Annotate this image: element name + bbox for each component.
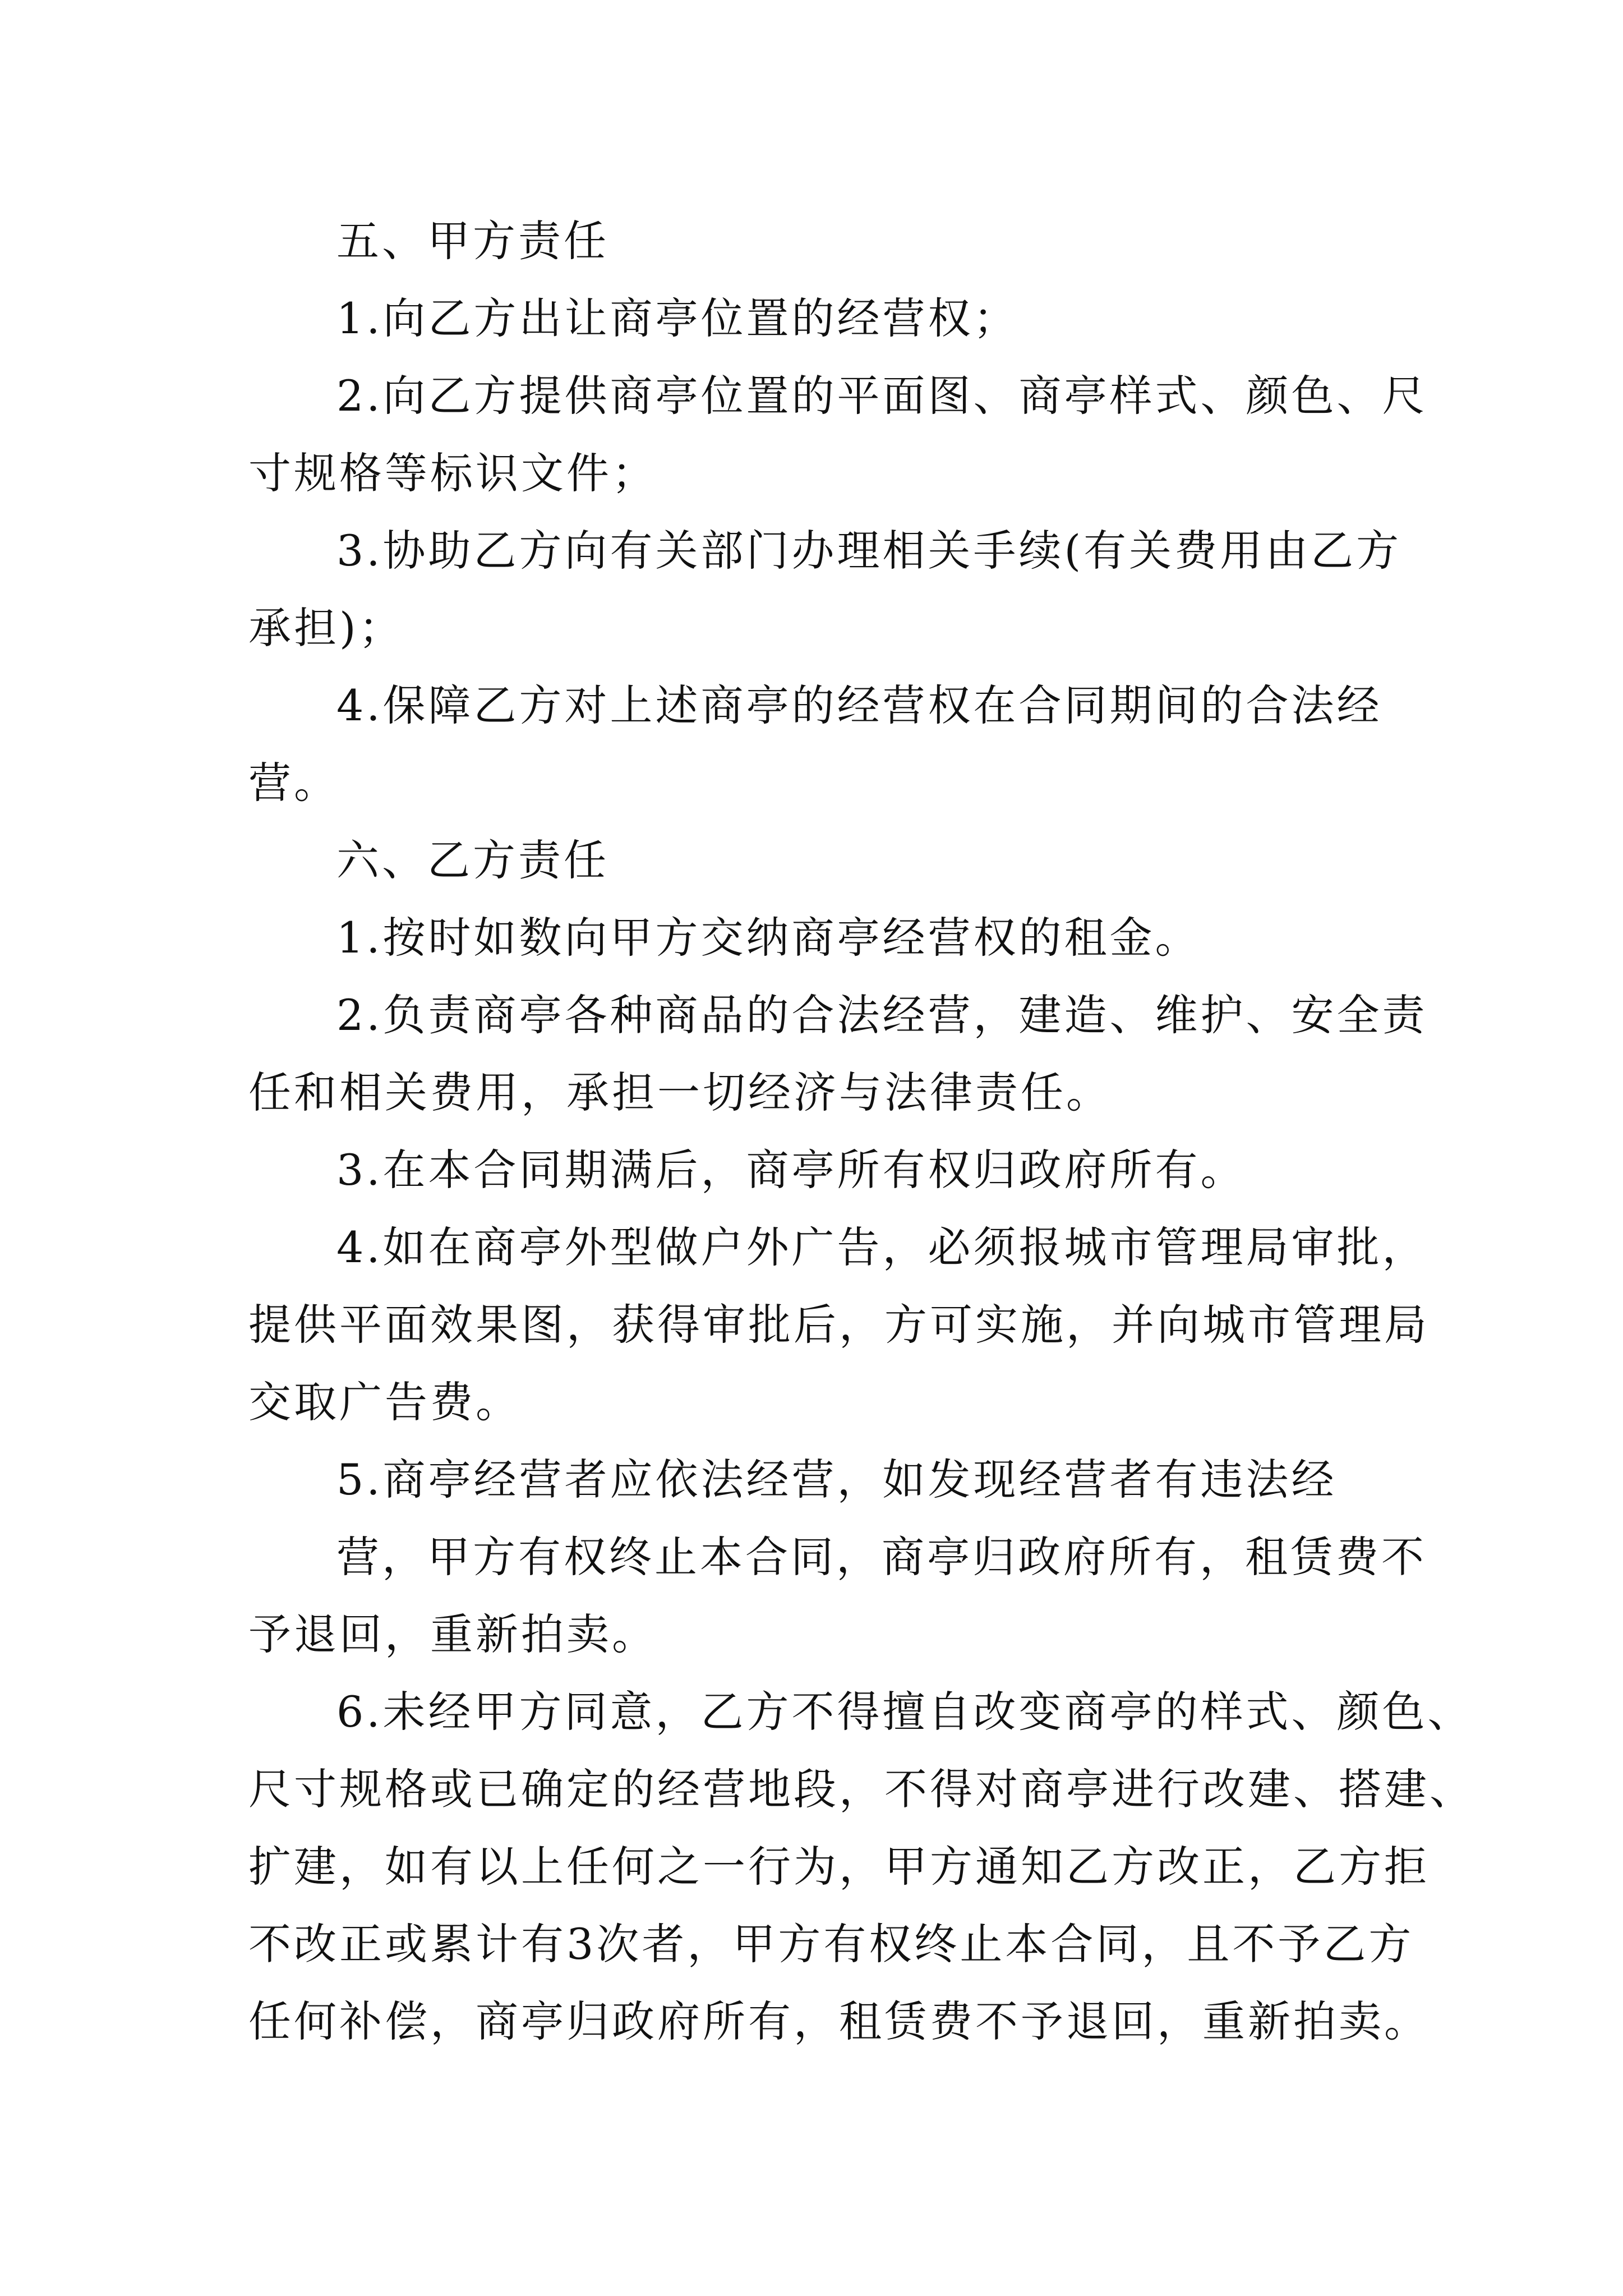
section-5-item-4-line-2: 营。 <box>248 758 339 808</box>
section-5-item-4-line-1: 4.保障乙方对上述商亭的经营权在合同期间的合法经 <box>336 680 1382 730</box>
section-5-item-1: 1.向乙方出让商亭位置的经营权； <box>336 293 1019 343</box>
section-5-item-2-line-2: 寸规格等标识文件； <box>248 448 657 498</box>
section-6-item-2-line-1: 2.负责商亭各种商品的合法经营，建造、维护、安全责 <box>336 990 1428 1040</box>
section-6-item-6-line-1: 6.未经甲方同意，乙方不得擅自改变商亭的样式、颜色、 <box>336 1687 1473 1737</box>
section-6-item-3: 3.在本合同期满后，商亭所有权归政府所有。 <box>336 1145 1246 1195</box>
section-5-heading: 五、甲方责任 <box>336 216 609 266</box>
section-6-item-6-line-4: 不改正或累计有3次者，甲方有权终止本合同，且不予乙方 <box>248 1919 1414 1969</box>
section-6-item-6-line-5: 任何补偿，商亭归政府所有，租赁费不予退回，重新拍卖。 <box>248 1996 1430 2046</box>
section-5-item-3-line-1: 3.协助乙方向有关部门办理相关手续(有关费用由乙方 <box>336 526 1402 576</box>
section-6-item-4-line-1: 4.如在商亭外型做户外广告，必须报城市管理局审批， <box>336 1222 1428 1272</box>
section-6-item-5-line-2: 营，甲方有权终止本合同，商亭归政府所有，租赁费不 <box>336 1532 1427 1582</box>
section-6-item-5-line-1: 5.商亭经营者应依法经营，如发现经营者有违法经 <box>336 1455 1337 1504</box>
section-5-item-2-line-1: 2.向乙方提供商亭位置的平面图、商亭样式、颜色、尺 <box>336 371 1428 421</box>
section-6-item-4-line-3: 交取广告费。 <box>248 1377 521 1427</box>
section-6-heading: 六、乙方责任 <box>336 835 609 885</box>
section-6-item-6-line-2: 尺寸规格或已确定的经营地段，不得对商亭进行改建、搭建、 <box>248 1764 1475 1814</box>
section-6-item-6-line-3: 扩建，如有以上任何之一行为，甲方通知乙方改正，乙方拒 <box>248 1842 1430 1892</box>
section-5-item-3-line-2: 承担)； <box>248 603 404 653</box>
section-6-item-1: 1.按时如数向甲方交纳商亭经营权的租金。 <box>336 913 1201 963</box>
section-6-item-4-line-2: 提供平面效果图，获得审批后，方可实施，并向城市管理局 <box>248 1300 1430 1350</box>
section-6-item-2-line-2: 任和相关费用，承担一切经济与法律责任。 <box>248 1068 1112 1117</box>
section-6-item-5-line-3: 予退回，重新拍卖。 <box>248 1609 657 1659</box>
